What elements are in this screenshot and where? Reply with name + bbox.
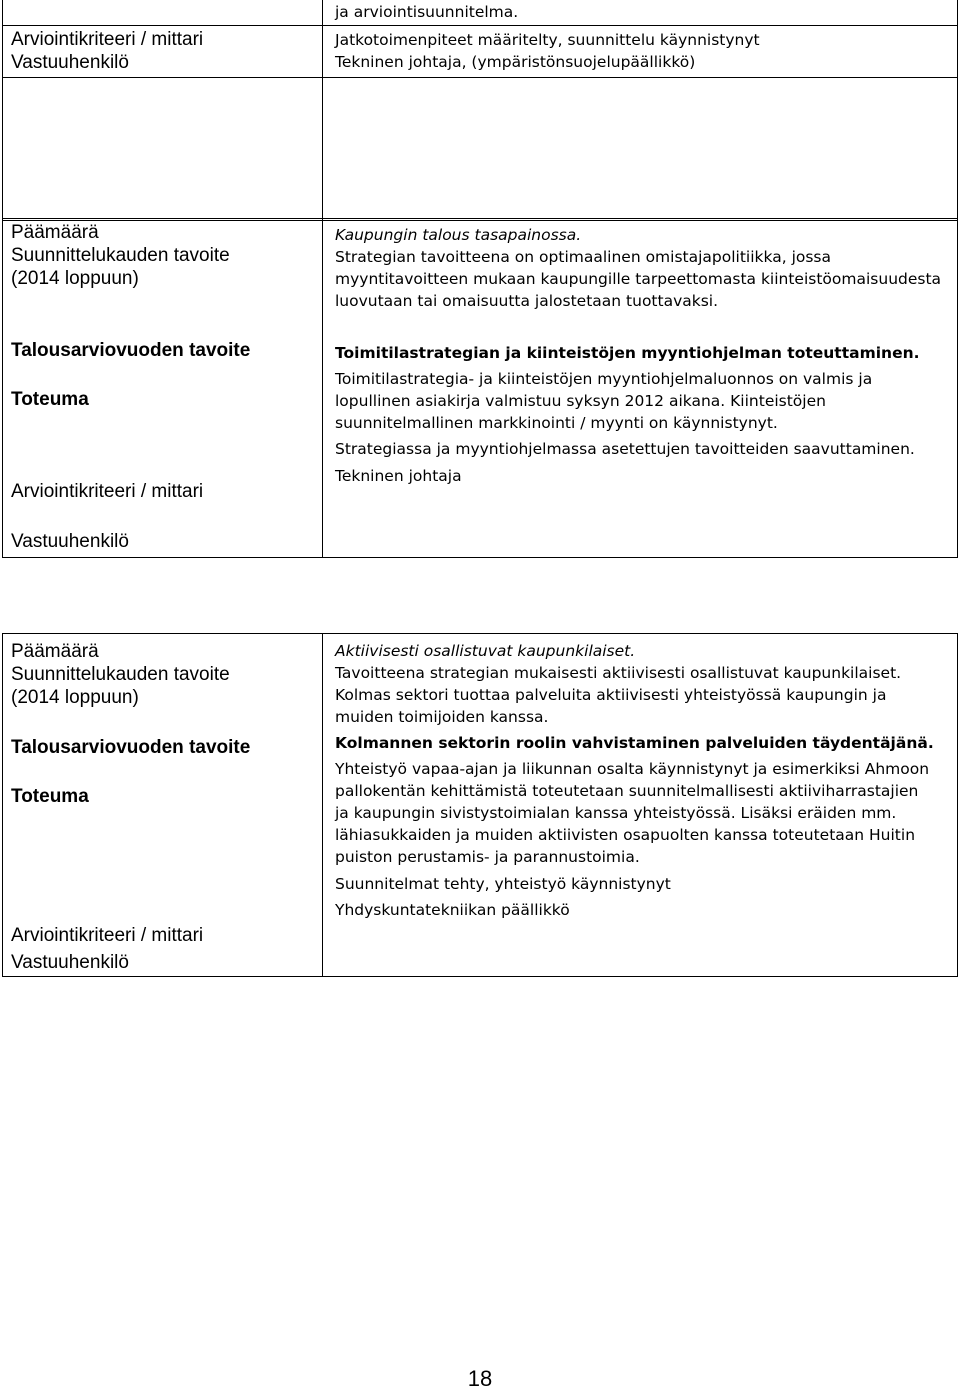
table1-top-value-cell bbox=[323, 0, 958, 26]
page-number: 18 bbox=[467, 1366, 493, 1391]
table2-talousarvio-label: Talousarviovuoden tavoite bbox=[11, 340, 251, 361]
table3-toteuma-value: Yhteistyö vapaa-ajan ja liikunnan osalta käynnistynyt ja esimerkiksi Ahmoon pallokentän kehittämistä toteutetaan suunnitelmallisesti aktiiviharrastajien ja kaupungin sivistystoimialan kanssa yhteistyössä. Lisäksi eräiden mm. lähiasukkaiden ja muiden aktiivisten osapuolten kanssa toteutetaan Huitin puiston perustamis- ja parannustoimia. bbox=[335, 760, 930, 866]
table3-values-cell bbox=[323, 634, 958, 977]
table1-arvio-value-cell bbox=[323, 26, 958, 78]
table3-toteuma-label: Toteuma bbox=[11, 786, 89, 807]
table-row bbox=[3, 634, 958, 977]
table2-paamaara-value: Kaupungin talous tasapainossa. bbox=[335, 226, 582, 244]
table3-paamaara-value: Aktiivisesti osallistuvat kaupunkilaiset. bbox=[335, 642, 636, 660]
table2-arvio-value: Strategiassa ja myyntiohjelmassa asetettujen tavoitteiden saavuttaminen. bbox=[335, 440, 915, 458]
table2-vastuu-label: Vastuuhenkilö bbox=[11, 531, 129, 552]
table2-toteuma-value: Toimitilastrategia- ja kiinteistöjen myyntiohjelmaluonnos on valmis ja lopullinen asiakirja valmistuu syksyn 2012 aikana. Kiinteistöjen suunnitelmallinen markkinointi / myynti on käynnistynyt. bbox=[335, 370, 873, 432]
table2-vastuu-value: Tekninen johtaja bbox=[335, 467, 462, 485]
table1-arvio-label-cell bbox=[3, 26, 323, 78]
table1-top-value: ja arviointisuunnitelma. bbox=[335, 3, 519, 21]
table2-suunnittelu-label-1: Suunnittelukauden tavoite bbox=[11, 245, 230, 266]
table3-labels-cell bbox=[3, 634, 323, 977]
table3-vastuu-value: Yhdyskuntatekniikan päällikkö bbox=[335, 901, 570, 919]
table1-arvio-value: Jatkotoimenpiteet määritelty, suunnittelu käynnistynyt bbox=[335, 31, 760, 49]
table-3 bbox=[2, 633, 958, 977]
table3-paamaara-label: Päämäärä bbox=[11, 641, 99, 662]
table1-top-label-cell bbox=[3, 0, 323, 26]
table-row bbox=[3, 219, 958, 558]
table-1 bbox=[2, 0, 958, 221]
table-row bbox=[3, 26, 958, 78]
table-row bbox=[3, 78, 958, 221]
table3-suunnittelu-label-2: (2014 loppuun) bbox=[11, 687, 139, 708]
table3-arvio-label: Arviointikriteeri / mittari bbox=[11, 925, 204, 946]
table2-values-cell bbox=[323, 219, 958, 558]
table2-suunnittelu-label-2: (2014 loppuun) bbox=[11, 268, 139, 289]
table2-toteuma-label: Toteuma bbox=[11, 389, 89, 410]
table1-vastuu-value: Tekninen johtaja, (ympäristönsuojelupäällikkö) bbox=[335, 53, 696, 71]
table3-vastuu-label: Vastuuhenkilö bbox=[11, 952, 129, 973]
table3-arvio-value: Suunnitelmat tehty, yhteistyö käynnistynyt bbox=[335, 875, 671, 893]
table2-paamaara-label: Päämäärä bbox=[11, 222, 99, 243]
table2-labels-cell bbox=[3, 219, 323, 558]
table1-empty-value-cell bbox=[323, 78, 958, 221]
table2-talousarvio-value: Toimitilastrategian ja kiinteistöjen myyntiohjelman toteuttaminen. bbox=[335, 344, 920, 362]
table2-arvio-label: Arviointikriteeri / mittari bbox=[11, 481, 204, 502]
table3-suunnittelu-label-1: Suunnittelukauden tavoite bbox=[11, 664, 230, 685]
table2-suunnittelu-value: Strategian tavoitteena on optimaalinen omistajapolitiikka, jossa myyntitavoitteen mukaan kaupungille tarpeettomasta kiinteistöomaisuudesta luovutaan tai omaisuutta jalostetaan tuottavaksi. bbox=[335, 248, 942, 310]
table1-arvio-label: Arviointikriteeri / mittari bbox=[11, 29, 204, 50]
table3-talousarvio-value: Kolmannen sektorin roolin vahvistaminen palveluiden täydentäjänä. bbox=[335, 734, 934, 752]
table-2 bbox=[2, 218, 958, 558]
table3-talousarvio-label: Talousarviovuoden tavoite bbox=[11, 737, 251, 758]
table1-vastuu-label: Vastuuhenkilö bbox=[11, 52, 129, 73]
table1-empty-label-cell bbox=[3, 78, 323, 221]
table3-suunnittelu-value: Tavoitteena strategian mukaisesti aktiivisesti osallistuvat kaupunkilaiset. Kolmas sektori tuottaa palveluita aktiivisesti yhteistyössä kaupungin ja muiden toimijoiden kanssa. bbox=[335, 664, 902, 726]
table-row bbox=[3, 0, 958, 26]
